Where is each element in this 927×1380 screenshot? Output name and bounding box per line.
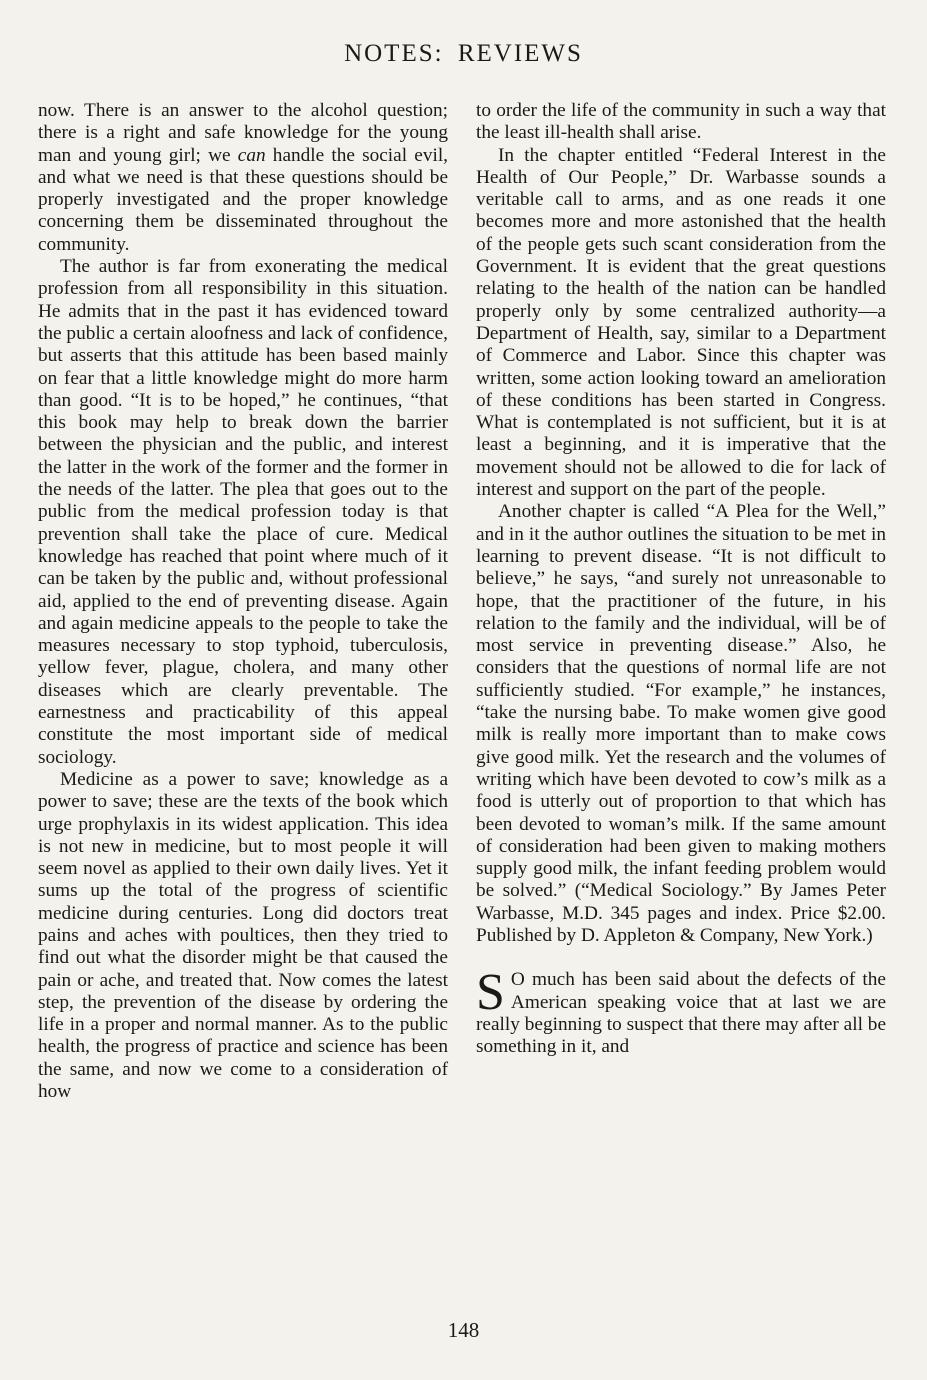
right-paragraph-4-text: O much has been said about the defects of the American speaking voice that at last we are really beginning to suspect that there may after all be something in it, and	[476, 969, 886, 1058]
left-paragraph-1-text: now. There is an answer to the alcohol question; there is a right and safe knowledge for the young man and young girl; we	[38, 100, 448, 166]
right-paragraph-1: to order the life of the community in such a way that the least ill-health shall arise.	[476, 100, 886, 144]
drop-cap: S	[476, 964, 505, 1022]
page-number: 148	[447, 1318, 480, 1342]
left-paragraph-2: The author is far from exonerating the medical profession from all responsibility in this situation. He admits that in the past it has evidenced toward the public a certain aloofness and lack of confidence, but asserts that this attitude has been based mainly on fear that a little knowledge might do more harm than good. “It is to be hoped,” he continues, “that this book may help to break down the barrier between the physician and the public, and interest the latter in the work of the former and the former in the needs of the latter. The plea that goes out to the public from the medical profession today is that prevention shall take the place of cure. Medical knowledge has reached that point where much of it can be taken by the public and, without professional aid, applied to the end of preventing disease. Again and again medicine appeals to the people to take the measures necessary to stop typhoid, tuberculosis, yellow fever, plague, cholera, and many other diseases which are clearly preventable. The earnestness and practicability of this appeal constitute the most important side of medical sociology.	[38, 256, 448, 768]
right-paragraph-2: In the chapter entitled “Federal Interest in the Health of Our People,” Dr. Warbasse sounds a veritable call to arms, and as one reads it one becomes more and more astonished that the health of the people gets such scant consideration from the Government. It is evident that the great questions relating to the health of the nation can be handled properly only by some centralized authority—a Department of Health, say, similar to a Department of Commerce and Labor. Since this chapter was written, some action looking toward an amelioration of these conditions has been started in Congress. What is contemplated is not sufficient, but it is at least a beginning, and it is imperative that the movement should not be allowed to die for lack of interest and support on the part of the people.	[476, 144, 886, 501]
left-paragraph-1-rest: handle the social evil, and what we need is that these questions should be properly investigated and the proper knowledge concerning them be disseminated throughout the community.	[38, 144, 448, 255]
right-column	[476, 100, 886, 1058]
left-column	[38, 100, 448, 1103]
left-paragraph-3: Medicine as a power to save; knowledge as a power to save; these are the texts of the book which urge prophylaxis in its widest application. This idea is not new in medicine, but to most people it will seem novel as applied to their own daily lives. Yet it sums up the total of the progress of scientific medicine during centuries. Long did doctors treat pains and aches with poultices, then they tried to find out what the disorder might be that caused the pain or ache, and treated that. Now comes the latest step, the prevention of the disease by ordering the life in a proper and normal manner. As to the public health, the progress of practice and science has been the same, and now we come to a consideration of how	[38, 768, 448, 1103]
right-paragraph-3: Another chapter is called “A Plea for the Well,” and in it the author outlines the situation to be met in learning to prevent disease. “It is not difficult to believe,” he says, “and surely not unreasonable to hope, that the practitioner of the future, in his relation to the family and the individual, will be of most service in preventing disease.” Also, he considers that the questions of normal life are not sufficiently studied. “For example,” he instances, “take the nursing babe. To make women give good milk is really more important than to make cows give good milk. Yet the research and the volumes of writing which have been devoted to cow’s milk as a food is utterly out of proportion to that which has been devoted to woman’s milk. If the same amount of consideration had been given to making mothers supply good milk, the infant feeding problem would be solved.” (“Medical Sociology.” By James Peter Warbasse, M.D. 345 pages and index. Price $2.00. Published by D. Appleton & Company, New York.)	[476, 501, 886, 946]
right-paragraph-4	[476, 964, 886, 1058]
left-paragraph-1	[38, 100, 448, 256]
running-header: NOTES: REVIEWS	[344, 40, 583, 67]
emphasis-can: can	[237, 144, 266, 166]
